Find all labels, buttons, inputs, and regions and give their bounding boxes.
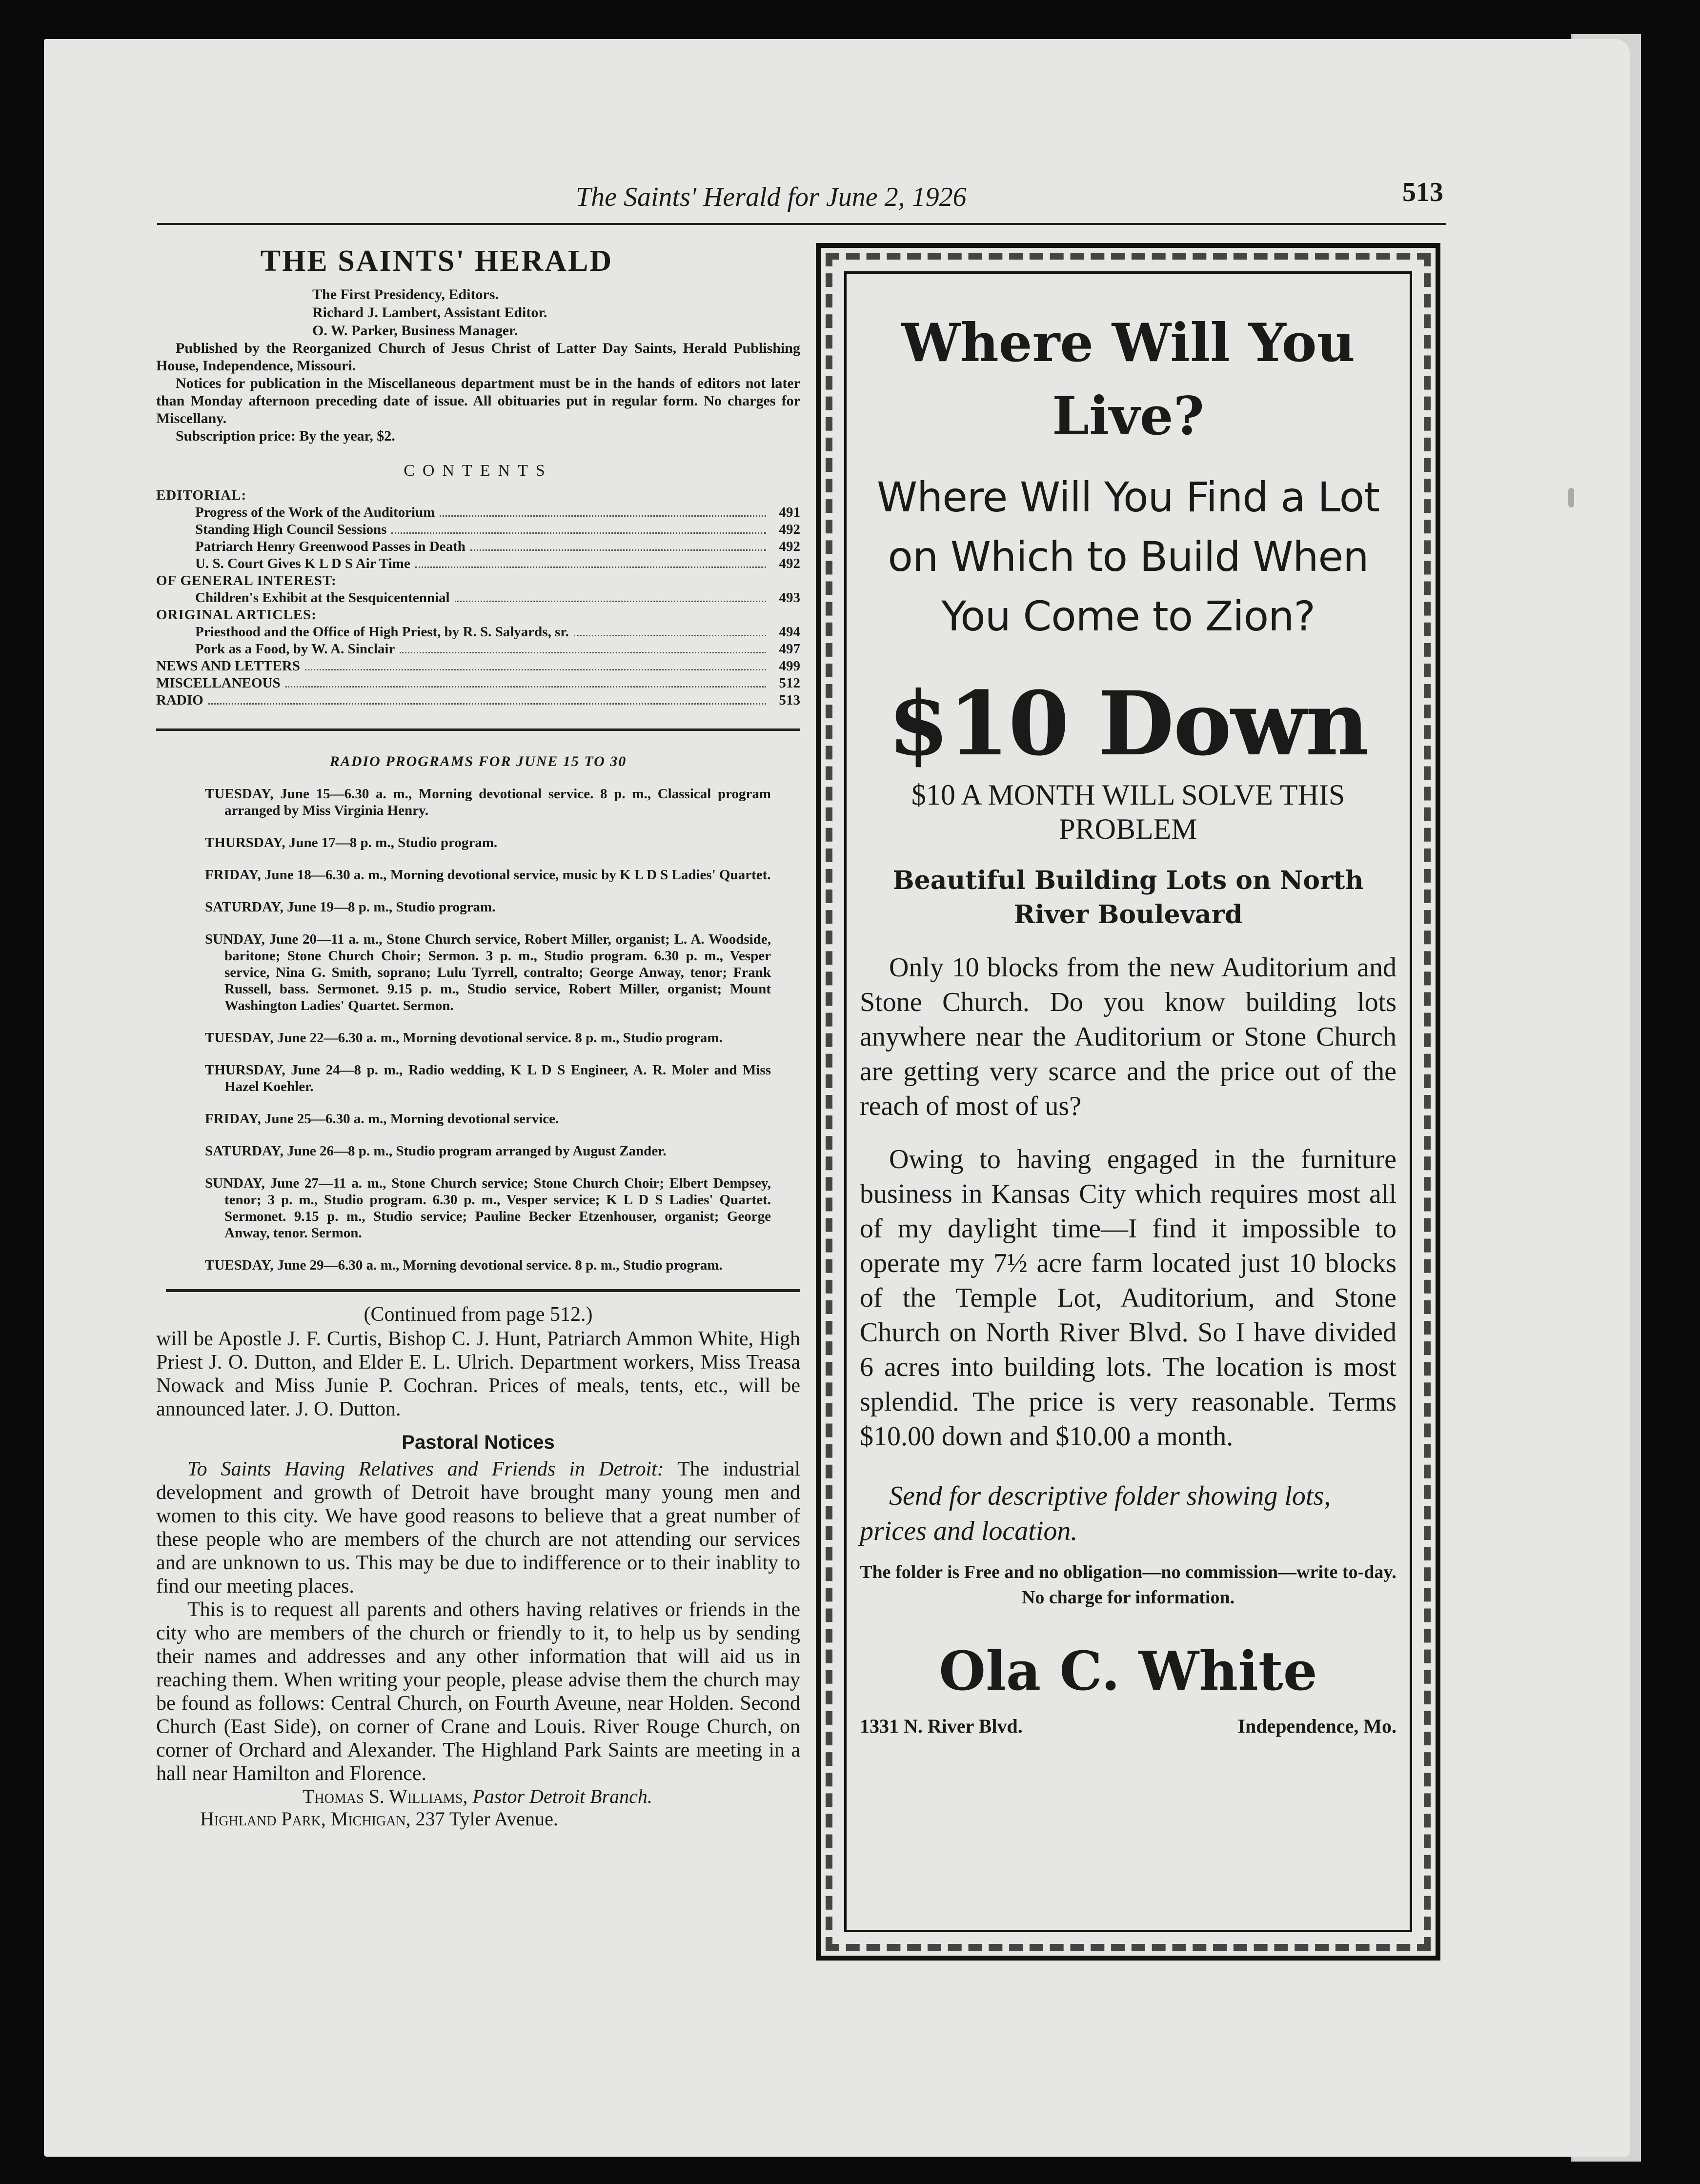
radio-program: THURSDAY, June 17—8 p. m., Studio program. <box>205 835 498 850</box>
contents-item[interactable]: MISCELLANEOUS 512 <box>156 675 800 691</box>
contents-item[interactable]: Pork as a Food, by W. A. Sinclair 497 <box>195 641 800 657</box>
contents-category: EDITORIAL: <box>156 487 247 503</box>
contents-item[interactable]: NEWS AND LETTERS 499 <box>156 658 800 674</box>
masthead-credits <box>312 285 800 340</box>
ad-address: 1331 N. River Blvd. <box>860 1715 1023 1737</box>
pastoral-paragraph <box>156 1457 800 1598</box>
radio-program: SUNDAY, June 20—11 a. m., Stone Church service, Robert Miller, organist; L. A. Woodside, baritone; Stone Church Choir; Sermon. 3 p. m., Studio program. 6.30 p. m., Vesper service, Nina G. Smith, soprano; Lulu Tyrrell, contralto; George Anway, tenor; Frank Russell, bass. Sermonet. 9.15 p. m., Studio service, Robert Miller, organist; Mount Washington Ladies' Quartet. Sermon. <box>205 931 771 1013</box>
page-number: 513 <box>1402 177 1443 207</box>
ad-folder-note: The folder is Free and no obligation—no commission—write to-day. No charge for information. <box>860 1562 1396 1608</box>
subscription-price: Subscription price: By the year, $2. <box>176 428 395 444</box>
radio-program: TUESDAY, June 15—6.30 a. m., Morning devotional service. 8 p. m., Classical program arranged by Miss Virginia Henry. <box>205 786 771 818</box>
ad-advertiser-name: Ola C. White <box>939 1639 1317 1702</box>
notices-text: Notices for publication in the Miscellaneous department must be in the hands of editors not later than Monday afternoon preceding date of issue. All obituaries put in regular form. No charges for Miscellany. <box>156 375 800 426</box>
radio-program: FRIDAY, June 18—6.30 a. m., Morning devotional service, music by K L D S Ladies' Quartet. <box>205 867 771 883</box>
continued-heading: (Continued from page 512.) <box>364 1303 593 1326</box>
credit-line: The First Presidency, Editors. <box>312 286 499 303</box>
ad-subhead: Where Will You Find a Lot on Which to Build When You Come to Zion? <box>876 473 1380 640</box>
address-line: Highland Park, Michigan, 237 Tyler Avenue. <box>200 1808 558 1830</box>
section-rule <box>156 728 800 731</box>
pastoral-intro: To Saints Having Relatives and Friends in Detroit: <box>187 1458 664 1480</box>
radio-program: SUNDAY, June 27—11 a. m., Stone Church service; Stone Church Choir; Elbert Dempsey, tenor; 3 p. m., Studio program. 6.30 p. m., Vesper service; K L D S Ladies' Quartet. Sermonet. 9.15 p. m., Studio service; Pauline Becker Etzenhouser, organist; George Anway, tenor. Sermon. <box>205 1175 771 1241</box>
ad-city: Independence, Mo. <box>1237 1715 1396 1737</box>
contents-item[interactable]: U. S. Court Gives K L D S Air Time 492 <box>195 556 800 571</box>
contents-item[interactable]: Priesthood and the Office of High Priest, by R. S. Salyards, sr. 494 <box>195 624 800 640</box>
ad-send-folder: Send for descriptive folder showing lots, prices and location. <box>860 1481 1331 1546</box>
radio-program: FRIDAY, June 25—6.30 a. m., Morning devotional service. <box>205 1111 559 1127</box>
ad-monthly: $10 A MONTH WILL SOLVE THIS PROBLEM <box>911 779 1345 845</box>
header-rule <box>157 223 1446 225</box>
ad-paragraph: Only 10 blocks from the new Auditorium and Stone Church. Do you know building lots anywhere near the Auditorium or Stone Church are getting very scarce and the price out of the reach of most of us? <box>860 952 1396 1121</box>
pastoral-text: The industrial development and growth of Detroit have brought many young men and women to this city. We have good reasons to believe that a great number of these people who are members of the church are not attending our services and are unknown to us. This may be due to indifference or to their inablity to find our meeting places. <box>156 1458 801 1598</box>
pastoral-paragraph: This is to request all parents and others having relatives or friends in the city who are members of the church or friendly to it, to help us by sending their names and addresses and any other information that will aid us in reaching them. When writing your people, please advise them the church may be found as follows: Central Church, on Fourth Aveune, near Holden. Second Church (East Side), on corner of Crane and Louis. River Rouge Church, on corner of Orchard and Alexander. The Highland Park Saints are meeting in a hall near Hamilton and Florence. <box>156 1598 800 1785</box>
paper-mark <box>1568 488 1574 507</box>
section-rule <box>166 1289 800 1292</box>
continued-text: will be Apostle J. F. Curtis, Bishop C. J. Hunt, Patriarch Ammon White, High Priest J. O. Dutton, and Elder E. L. Ulrich. Department workers, Miss Treasa Nowack and Miss Junie P. Cochran. Prices of meals, tents, etc., will be announced later. J. O. Dutton. <box>156 1328 800 1420</box>
radio-program: TUESDAY, June 22—6.30 a. m., Morning devotional service. 8 p. m., Studio program. <box>205 1030 723 1046</box>
radio-heading: RADIO PROGRAMS FOR JUNE 15 TO 30 <box>329 753 627 769</box>
contents-item[interactable]: Children's Exhibit at the Sesquicentennial 493 <box>195 590 800 606</box>
ad-lots-heading: Beautiful Building Lots on North River Boulevard <box>892 866 1364 930</box>
credit-line: O. W. Parker, Business Manager. <box>312 323 518 339</box>
radio-program-list <box>156 786 800 1274</box>
editorial-list <box>156 504 800 572</box>
left-column <box>156 244 800 1830</box>
ad-paragraph: Owing to having engaged in the furniture business in Kansas City which requires most all of my daylight time—I find it impossible to operate my 7½ acre farm located just 10 blocks of the Temple Lot, Auditorium, and Stone Church on North River Blvd. So I have divided 6 acres into building lots. The location is most splendid. The price is very reasonable. Terms $10.00 down and $10.00 a month. <box>860 1144 1396 1452</box>
credit-line: Richard J. Lambert, Assistant Editor. <box>312 304 547 321</box>
masthead-title: THE SAINTS' HERALD <box>260 244 613 278</box>
radio-program: TUESDAY, June 29—6.30 a. m., Morning devotional service. 8 p. m., Studio program. <box>205 1257 723 1273</box>
radio-program: THURSDAY, June 24—8 p. m., Radio wedding, K L D S Engineer, A. R. Moler and Miss Hazel Koehler. <box>205 1062 771 1094</box>
contents-item[interactable]: Standing High Council Sessions 492 <box>195 522 800 537</box>
contents-heading: CONTENTS <box>404 462 553 480</box>
ad-price: $10 Down <box>888 672 1369 775</box>
pastoral-heading: Pastoral Notices <box>402 1432 555 1453</box>
radio-program: SATURDAY, June 19—8 p. m., Studio program. <box>205 899 496 915</box>
advertisement <box>816 243 1440 1961</box>
contents-item[interactable]: Patriarch Henry Greenwood Passes in Death 492 <box>195 539 800 554</box>
running-header: The Saints' Herald for June 2, 1926 <box>576 182 967 212</box>
contents-category: OF GENERAL INTEREST: <box>156 573 337 588</box>
contents-item[interactable]: Progress of the Work of the Auditorium 491 <box>195 505 800 520</box>
ad-content <box>860 287 1396 1738</box>
ad-footer <box>860 1715 1396 1738</box>
ad-headline: Where Will You Live? <box>901 312 1356 447</box>
contents-item[interactable]: RADIO 513 <box>156 692 800 708</box>
radio-program: SATURDAY, June 26—8 p. m., Studio program arranged by August Zander. <box>205 1143 667 1159</box>
contents-category: ORIGINAL ARTICLES: <box>156 607 317 623</box>
signature: Thomas S. Williams, Pastor Detroit Branch. <box>303 1785 652 1807</box>
publisher-notice: Published by the Reorganized Church of Jesus Christ of Latter Day Saints, Herald Publishing House, Independence, Missouri. <box>156 340 800 374</box>
